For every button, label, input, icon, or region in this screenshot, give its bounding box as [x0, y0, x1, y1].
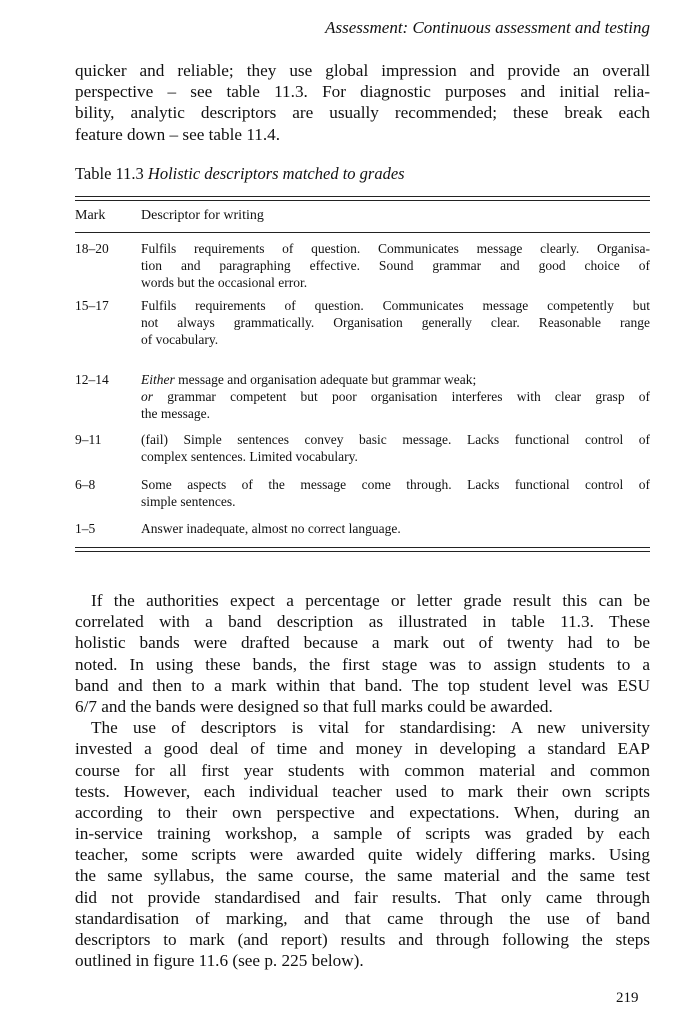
paragraph-bands: [75, 590, 650, 971]
row-descriptor-line: Fulfils requirements of question. Communicates message clearly. Organisa-: [141, 241, 650, 256]
row-descriptor-line: of vocabulary.: [141, 332, 219, 347]
table-bottom-rule: [75, 551, 650, 552]
row-descriptor-line: Some aspects of the message come through. Lacks functional control of: [141, 477, 650, 492]
row-descriptor-line: (fail) Simple sentences convey basic message. Lacks functional control of: [141, 432, 650, 447]
text-line: in-service training workshop, a sample of scripts was graded by each: [75, 824, 650, 844]
page-number: 219: [616, 990, 639, 1006]
table-header-rule: [75, 232, 650, 233]
text-line: correlated with a band description as illustrated in table 11.3. These: [75, 612, 650, 632]
text-line: course for all first year students with common material and common: [75, 760, 650, 780]
text-line: band and then to a mark within that band. The top student level was ESU: [75, 675, 650, 695]
paragraph-intro: [75, 60, 650, 145]
table-top-rule: [75, 196, 650, 197]
text-line: noted. In using these bands, the first stage was to assign students to a: [75, 654, 650, 674]
text-line: invested a good deal of time and money in developing a standard EAP: [75, 739, 650, 759]
row-descriptor-line: words but the occasional error.: [141, 275, 308, 290]
row-descriptor-line: not always grammatically. Organisation generally clear. Reasonable range: [141, 315, 650, 330]
row-mark: 12–14: [75, 372, 109, 387]
text-line: outlined in figure 11.6 (see p. 225 below).: [75, 951, 364, 971]
row-descriptor-line: simple sentences.: [141, 494, 236, 509]
table-caption-title: Holistic descriptors matched to grades: [147, 164, 405, 183]
text-line: the same syllabus, the same course, the same material and the same test: [75, 866, 650, 886]
row-mark: 9–11: [75, 432, 102, 447]
text-line: teacher, some scripts were awarded quite widely differing marks. Using: [75, 845, 650, 865]
text-line: If the authorities expect a percentage or letter grade result this can be: [91, 591, 650, 610]
text-line: quicker and reliable; they use global impression and provide an overall: [75, 61, 650, 80]
text-line: perspective – see table 11.3. For diagnostic purposes and initial relia-: [75, 82, 650, 102]
text-line: holistic bands were drafted because a mark out of twenty had to be: [75, 633, 650, 653]
table-header-descriptor: Descriptor for writing: [141, 208, 264, 223]
table-header-mark: Mark: [75, 208, 106, 223]
text-line: The use of descriptors is vital for standardising: A new university: [91, 718, 650, 738]
text-line: according to their own perspective and expectations. When, during an: [75, 802, 650, 822]
table-caption-label: Table 11.3: [75, 164, 144, 183]
row-descriptor-line: Answer inadequate, almost no correct language.: [141, 521, 401, 536]
table-bottom-rule: [75, 547, 650, 548]
running-header: Assessment: Continuous assessment and testing: [325, 18, 650, 37]
row-descriptor-line: Either message and organisation adequate but grammar weak;: [141, 372, 477, 387]
text-line: descriptors to mark (and report) results and through following the steps: [75, 930, 650, 949]
text-line: 6/7 and the bands were designed so that full marks could be awarded.: [75, 696, 553, 716]
text-line: did not provide standardised and fair results. That only came through: [75, 887, 650, 907]
text-line: standardisation of marking, and that came through the use of band: [75, 908, 650, 928]
table-caption: [75, 164, 405, 184]
table-top-rule: [75, 200, 650, 201]
row-descriptor-line: or grammar competent but poor organisation interferes with clear grasp of: [141, 389, 650, 404]
text-line: feature down – see table 11.4.: [75, 124, 281, 144]
row-mark: 6–8: [75, 477, 96, 492]
row-mark: 1–5: [75, 521, 96, 536]
text-line: bility, analytic descriptors are usually recommended; these break each: [75, 103, 650, 123]
row-mark: 15–17: [75, 298, 109, 313]
row-descriptor-line: the message.: [141, 406, 210, 421]
row-descriptor-line: complex sentences. Limited vocabulary.: [141, 449, 358, 464]
text-line: tests. However, each individual teacher used to mark their own scripts: [75, 781, 650, 801]
row-descriptor-line: tion and paragraphing effective. Sound grammar and good choice of: [141, 258, 650, 273]
row-descriptor-line: Fulfils requirements of question. Communicates message competently but: [141, 298, 650, 313]
row-mark: 18–20: [75, 241, 109, 256]
